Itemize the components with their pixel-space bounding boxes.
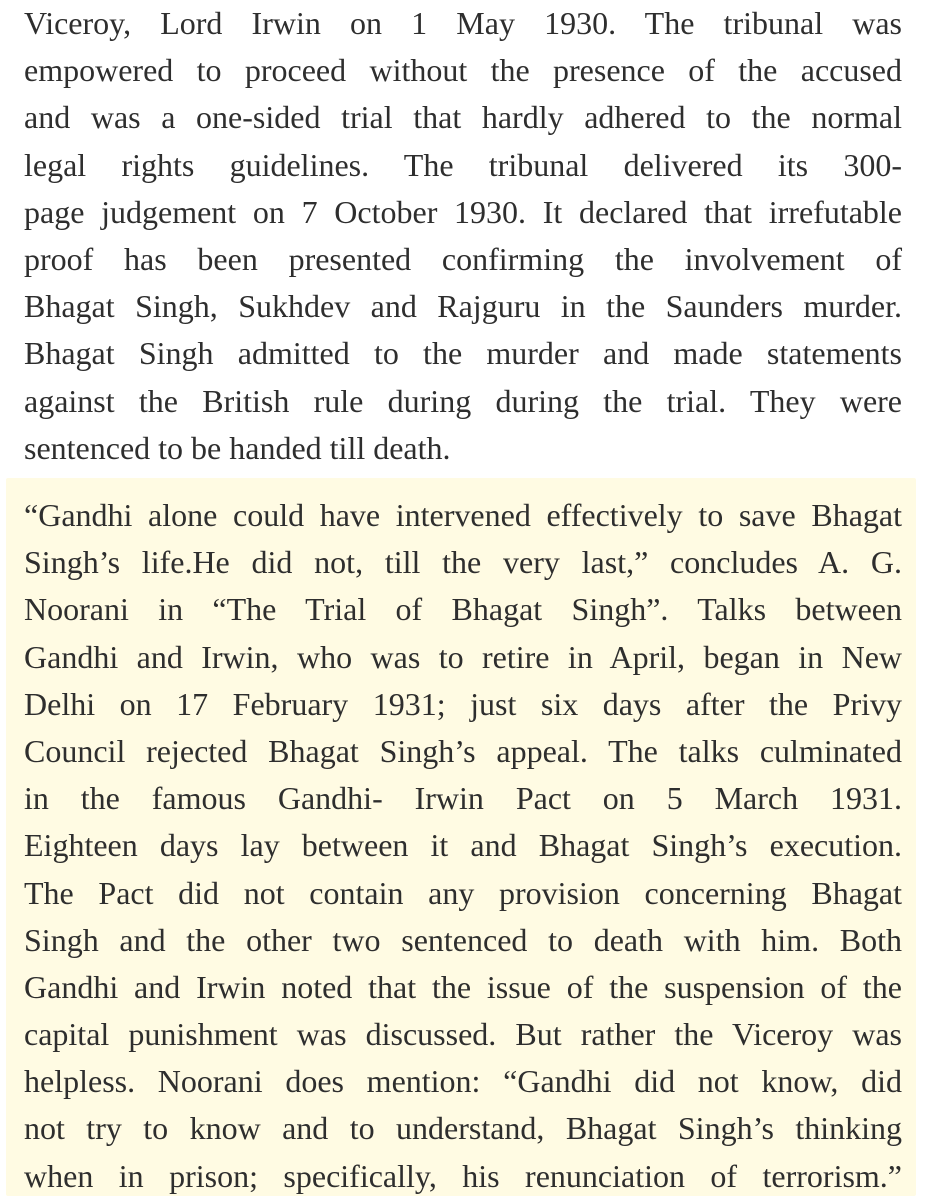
text-line: Gandhi and Irwin, who was to retire in April, began in New	[24, 638, 902, 675]
text-line: “Gandhi alone could have intervened effectively to save Bhagat	[24, 497, 902, 533]
paragraph-trial-verdict	[24, 0, 902, 472]
text-line: Singh and the other two sentenced to death with him. Both	[24, 921, 902, 958]
text-line: in the famous Gandhi- Irwin Pact on 5 March 1931.	[24, 780, 902, 817]
text-line: Bhagat Singh admitted to the murder and made statements	[24, 335, 902, 372]
text-line: page judgement on 7 October 1930. It declared that irrefutable	[24, 193, 902, 230]
highlighted-paragraph-gandhi-irwin	[24, 492, 902, 1200]
text-line: proof has been presented confirming the involvement of	[24, 240, 902, 277]
text-line: Council rejected Bhagat Singh’s appeal. The talks culminated	[24, 732, 902, 769]
text-line: helpless. Noorani does mention: “Gandhi did not know, did	[24, 1063, 902, 1100]
text-line: not try to know and to understand, Bhagat Singh’s thinking	[24, 1110, 902, 1147]
text-line: Delhi on 17 February 1931; just six days after the Privy	[24, 685, 902, 722]
text-line: Bhagat Singh, Sukhdev and Rajguru in the Saunders murder.	[24, 288, 902, 325]
text-line: The Pact did not contain any provision concerning Bhagat	[24, 874, 902, 911]
text-line: Gandhi and Irwin noted that the issue of the suspension of the	[24, 968, 902, 1005]
text-line: and was a one-sided trial that hardly adhered to the normal	[24, 99, 902, 136]
text-line: Noorani in “The Trial of Bhagat Singh”. Talks between	[24, 591, 902, 628]
text-line: legal rights guidelines. The tribunal delivered its 300-	[24, 146, 902, 183]
text-line: sentenced to be handed till death.	[24, 429, 451, 466]
text-line: Eighteen days lay between it and Bhagat Singh’s execution.	[24, 827, 902, 864]
text-line: capital punishment was discussed. But rather the Viceroy was	[24, 1016, 902, 1053]
text-line: Viceroy, Lord Irwin on 1 May 1930. The tribunal was	[24, 5, 902, 41]
text-line: Singh’s life.He did not, till the very last,” concludes A. G.	[24, 544, 902, 581]
text-line: empowered to proceed without the presence of the accused	[24, 52, 902, 89]
text-line: when in prison; specifically, his renunciation of terrorism.”	[24, 1157, 902, 1194]
text-line: against the British rule during during the trial. They were	[24, 382, 902, 419]
